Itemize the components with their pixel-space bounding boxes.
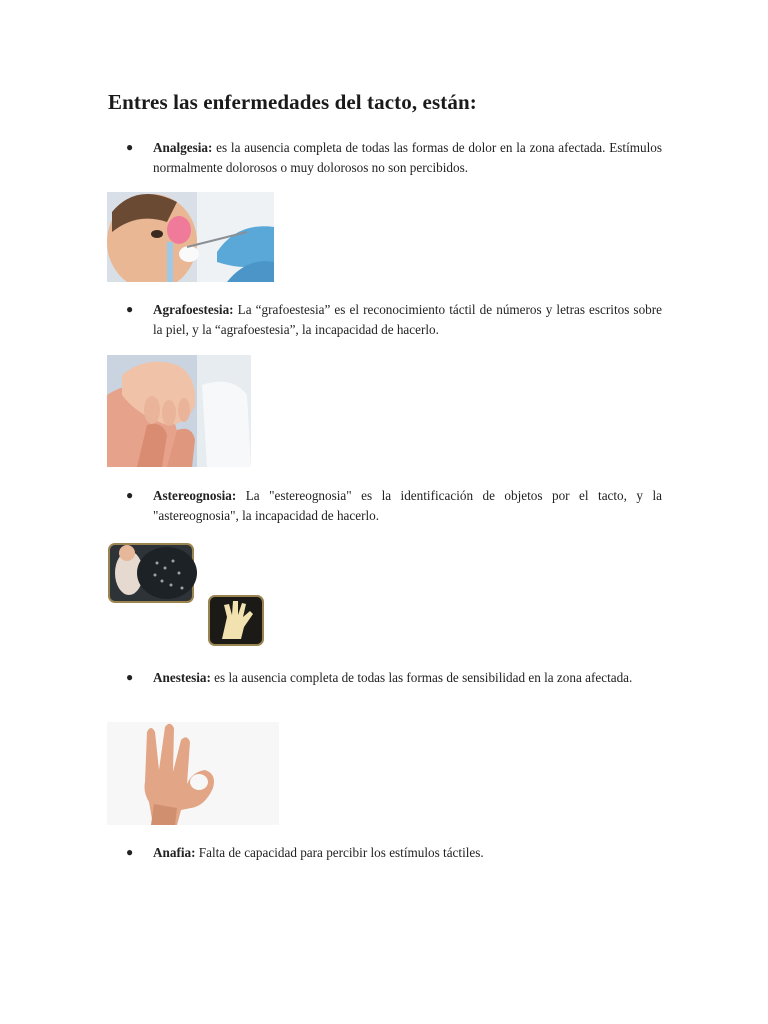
list-item-analgesia — [126, 138, 662, 177]
list-item-anestesia — [126, 668, 662, 688]
ok-gesture-image — [107, 722, 279, 825]
term-label: Astereognosia: — [153, 488, 237, 503]
term-description: La “grafoestesia” es el reconocimiento táctil de números y letras escritos sobre la piel, y la “agrafoestesia”, la incapacidad de hacerlo. — [153, 302, 662, 337]
list-item-agrafoestesia — [126, 300, 662, 339]
term-description: Falta de capacidad para percibir los estímulos táctiles. — [198, 845, 484, 860]
page-title: Entres las enfermedades del tacto, están: — [108, 90, 477, 114]
list-item-anafia — [126, 843, 662, 863]
bullet-icon: ● — [126, 845, 134, 859]
bullet-icon: ● — [126, 670, 134, 684]
bullet-icon: ● — [126, 140, 134, 154]
term-description: La "estereognosia" es la identificación de objetos por el tacto, y la "astereognosia", la incapacidad de hacerlo. — [153, 488, 662, 523]
hands-touching-image — [107, 355, 251, 467]
term-description: es la ausencia completa de todas las formas de dolor en la zona afectada. Estímulos normalmente dolorosos o muy dolorosos no son percibidos. — [153, 140, 663, 175]
bullet-icon: ● — [126, 302, 134, 316]
term-label: Anestesia: — [153, 670, 211, 685]
dental-exam-image — [107, 192, 274, 282]
braille-reading-images — [107, 543, 265, 647]
term-label: Anafia: — [153, 845, 196, 860]
term-label: Analgesia: — [153, 140, 213, 155]
list-item-astereognosia — [126, 486, 662, 525]
bullet-icon: ● — [126, 488, 134, 502]
term-description: es la ausencia completa de todas las formas de sensibilidad en la zona afectada. — [214, 670, 633, 685]
term-label: Agrafoestesia: — [153, 302, 234, 317]
